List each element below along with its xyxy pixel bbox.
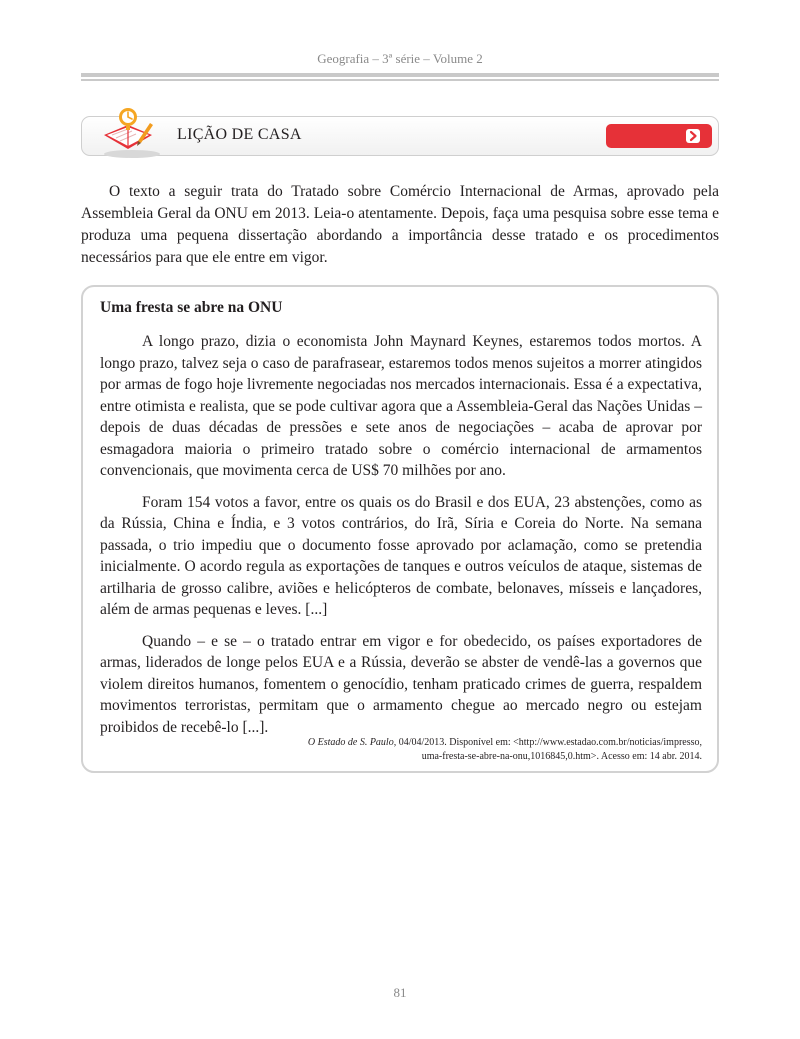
arrow-right-icon [686,129,700,143]
article-title: Uma fresta se abre na ONU [100,299,283,316]
section-banner [81,116,719,156]
citation-line1: 04/04/2013. Disponível em: <http://www.estadao.com.br/noticias/impresso, [396,737,702,748]
header-rule [81,73,719,77]
running-header: Geografia – 3ª série – Volume 2 [317,51,483,66]
citation [100,736,702,764]
citation-line2: uma-fresta-se-abre-na-onu,1016845,0.htm>. Acesso em: 14 abr. 2014. [421,751,702,762]
page-number: 81 [393,985,407,1000]
banner-accent-bar [606,124,712,148]
intro-text: O texto a seguir trata do Tratado sobre Comércio Internacional de Armas, aprovado pela Assembleia Geral da ONU em 2013. Leia-o atentamente. Depois, faça uma pesquisa sobre esse tema e produza uma pequena dissertação abordando a importância desse tratado e os procedimentos necessários para que ele entre em vigor. [81,183,719,266]
article-box [81,285,719,773]
article-body [100,331,702,748]
header-rule-thin [81,79,719,81]
section-title: LIÇÃO DE CASA [177,126,302,143]
article-paragraph: Quando – e se – o tratado entrar em vigor e for obedecido, os países exportadores de armas, liderados de longe pelos EUA e a Rússia, deverão se abster de vendê-las a governos que violem direitos humanos, fomentem o genocídio, tenham praticado crimes de guerra, respaldem movimentos terroristas, permitam que o armamento chegue ao mercado negro ou estejam proibidos de recebê-lo [...]. [100,632,702,736]
citation-source: O Estado de S. Paulo, [307,737,397,748]
article-paragraph: Foram 154 votos a favor, entre os quais os do Brasil e dos EUA, 23 abstenções, como as da Rússia, China e Índia, e 3 votos contrários, do Irã, Síria e Coreia do Norte. Na semana passada, o trio impediu que o documento fosse aprovado por aclamação, como se pretendia inicialmente. O acordo regula as exportações de tanques e outros veículos de ataque, sistemas de artilharia de grosso calibre, aviões e helicópteros de combate, belonaves, mísseis e lançadores, além de armas pequenas e leves. [...] [100,493,702,618]
homework-icon [98,101,168,161]
article-paragraph: A longo prazo, dizia o economista John Maynard Keynes, estaremos todos mortos. A longo prazo, talvez seja o caso de parafrasear, estaremos todos menos sujeitos a morrer atingidos por armas de fogo hoje livremente negociadas nos mercados internacionais. Essa é a expectativa, entre otimista e realista, que se pode cultivar agora que a Assembleia-Geral das Nações Unidas – depois de duas décadas de pressões e sete anos de negociações – acaba de aprovar por esmagadora maioria o primeiro tratado sobre o comércio internacional de armamentos convencionais, que movimenta cerca de US$ 70 milhões por ano. [100,333,702,479]
